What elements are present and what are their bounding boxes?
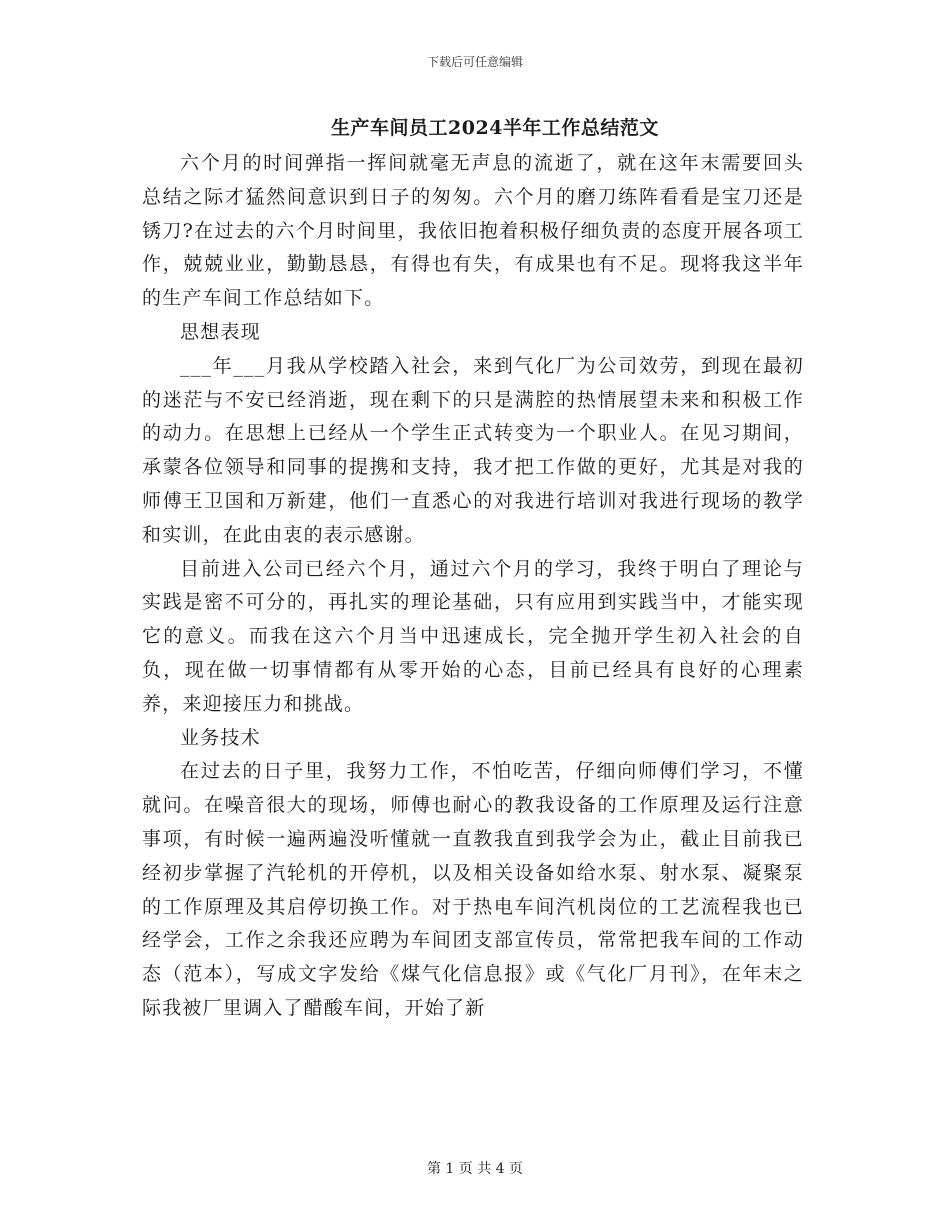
paragraph-thought-1: ___年___月我从学校踏入社会，来到气化厂为公司效劳，到现在最初的迷茫与不安已经消逝，现在剩下的只是满腔的热情展望未来和积极工作的动力。在思想上已经从一个学生正式转变为一个职业人。在见习期间，承蒙各位领导和同事的提携和支持，我才把工作做的更好，尤其是对我的师傅王卫国和万新建，他们一直悉心的对我进行培训对我进行现场的教学和实训，在此由衷的表示感谢。 <box>142 354 804 546</box>
section-heading-skills: 业务技术 <box>180 726 261 749</box>
document-body <box>142 147 804 1026</box>
paragraph-intro: 六个月的时间弹指一挥间就毫无声息的流逝了，就在这年末需要回头总结之际才猛然间意识到日子的匆匆。六个月的磨刀练阵看看是宝刀还是锈刀?在过去的六个月时间里，我依旧抱着积极仔细负责的态度开展各项工作，兢兢业业，勤勤恳恳，有得也有失，有成果也有不足。现将我这半年的生产车间工作总结如下。 <box>142 152 804 310</box>
header-note: 下载后可任意编辑 <box>426 55 523 69</box>
document-title: 生产车间员工2024半年工作总结范文 <box>331 117 659 139</box>
section-heading-thought: 思想表现 <box>180 320 261 343</box>
paragraph-thought-2: 目前进入公司已经六个月，通过六个月的学习，我终于明白了理论与实践是密不可分的，再扎实的理论基础，只有应用到实践当中，才能实现它的意义。而我在这六个月当中迅速成长，完全抛开学生初入社会的自负，现在做一切事情都有从零开始的心态，目前已经具有良好的心理素养，来迎接压力和挑战。 <box>142 557 804 715</box>
page-footer: 第 1 页 共 4 页 <box>426 1161 524 1177</box>
paragraph-skills-1: 在过去的日子里，我努力工作，不怕吃苦，仔细向师傅们学习，不懂就问。在噪音很大的现场，师傅也耐心的教我设备的工作原理及运行注意事项，有时候一遍两遍没听懂就一直教我直到我学会为止，截止目前我已经初步掌握了汽轮机的开停机，以及相关设备如给水泵、射水泵、凝聚泵的工作原理及其启停切换工作。对于热电车间汽机岗位的工艺流程我也已经学会，工作之余我还应聘为车间团支部宣传员，常常把我车间的工作动态（范本），写成文字发给《煤气化信息报》或《气化厂月刊》，在年末之际我被厂里调入了醋酸车间，开始了新 <box>142 760 804 1019</box>
